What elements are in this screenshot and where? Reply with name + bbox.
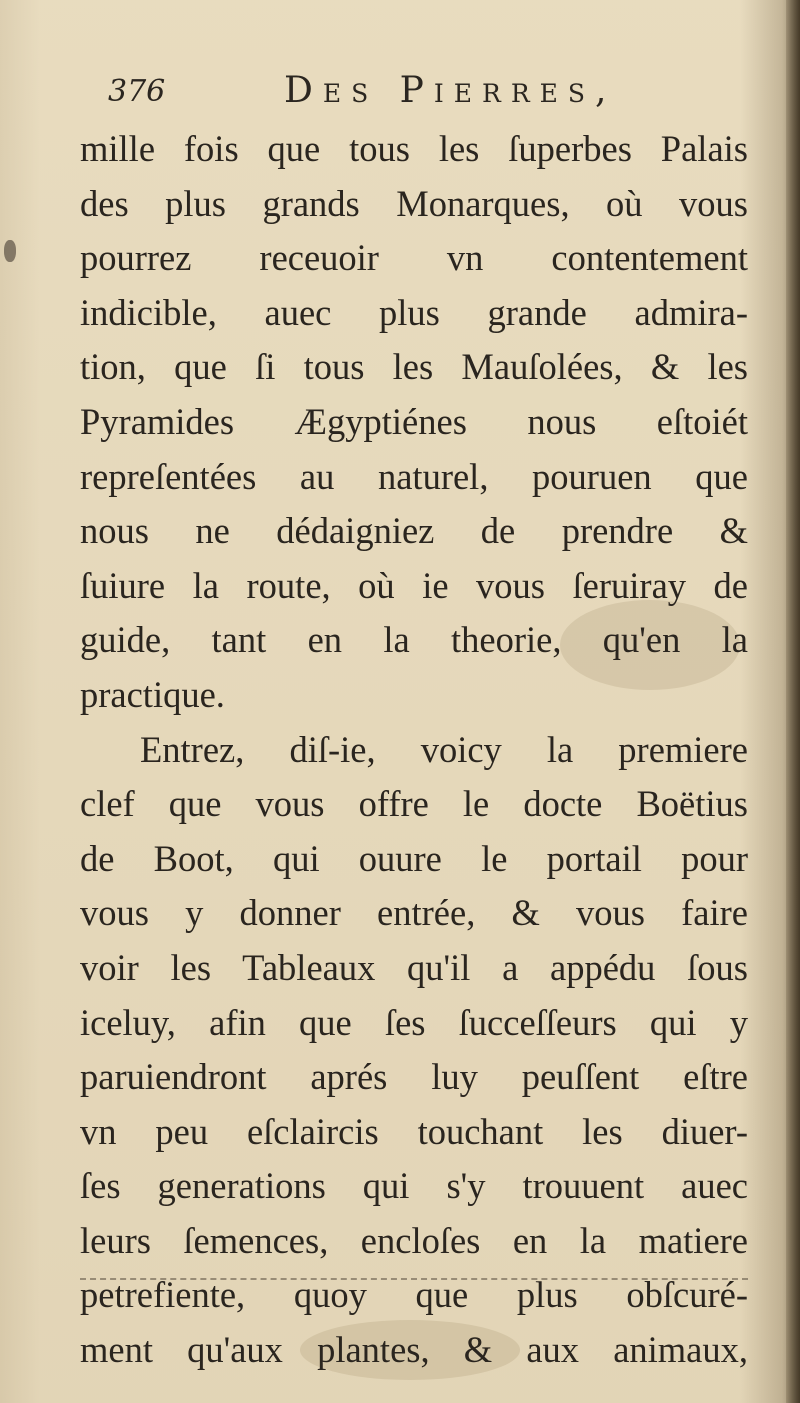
running-head: Des Pierres, (284, 70, 617, 111)
text-line: nous ne dédaigniez de prendre & (80, 510, 748, 552)
text-line: ſes generations qui s'y trouuent auec (80, 1165, 748, 1207)
text-line: tion, que ſi tous les Mauſolées, & les (80, 346, 748, 388)
text-line: Pyramides Ægyptiénes nous eſtoiét (80, 400, 748, 442)
text-line: indicible, auec plus grande admira- (80, 291, 748, 333)
margin-blot (4, 240, 16, 262)
text-line: voir les Tableaux qu'il a appédu ſous (80, 946, 748, 988)
text-line: ment qu'aux plantes, & aux animaux, (80, 1329, 748, 1371)
text-line: paruiendront aprés luy peuſſent eſtre (80, 1056, 748, 1098)
text-line: mille fois que tous les ſuperbes Palais (80, 128, 748, 169)
text-line: clef que vous offre le docte Boëtius (80, 783, 748, 825)
page-number: 376 (108, 74, 166, 109)
page-edge-shadow (786, 0, 800, 1403)
bottom-rule (80, 1278, 748, 1280)
text-line: petrefiente, quoy que plus obſcuré- (80, 1274, 748, 1316)
paragraph-first-line: Entrez, diſ-ie, voicy la premiere (140, 728, 748, 770)
text-line: de Boot, qui ouure le portail pour (80, 837, 748, 879)
text-line: leurs ſemences, encloſes en la matiere (80, 1219, 748, 1261)
text-line: guide, tant en la theorie, qu'en la (80, 619, 748, 661)
page-header (108, 70, 748, 120)
text-line: des plus grands Monarques, où vous (80, 182, 748, 224)
body-text (80, 122, 748, 1378)
text-line: repreſentées au naturel, pouruen que (80, 455, 748, 497)
text-line: ſuiure la route, où ie vous ſeruiray de (80, 564, 748, 606)
text-line: iceluy, afin que ſes ſucceſſeurs qui y (80, 1001, 748, 1043)
text-line: practique. (80, 673, 225, 715)
text-line: pourrez receuoir vn contentement (80, 237, 748, 279)
text-line: vous y donner entrée, & vous faire (80, 892, 748, 934)
text-line: vn peu eſclaircis touchant les diuer- (80, 1110, 748, 1152)
